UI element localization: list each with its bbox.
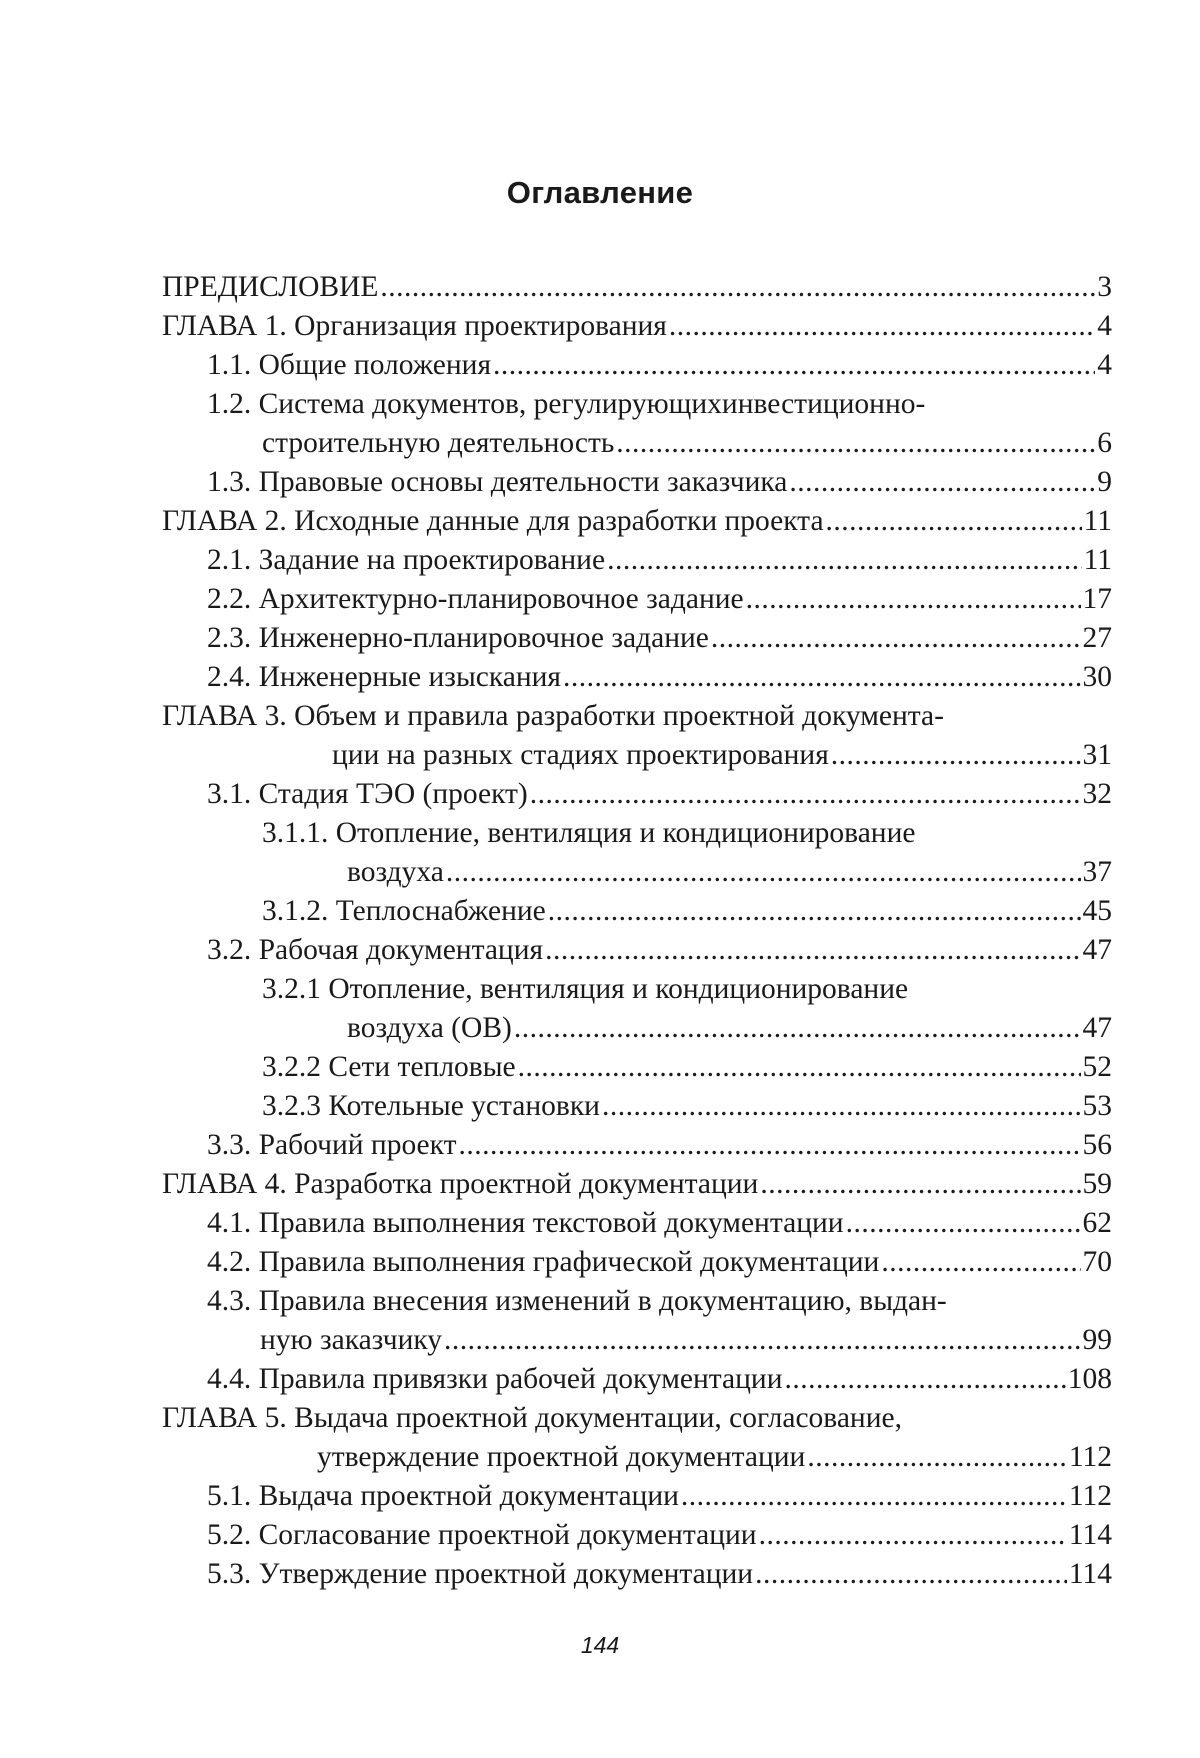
dot-leader <box>755 1555 1067 1594</box>
toc-entry-page: 30 <box>1082 661 1112 693</box>
toc-row <box>162 853 1112 892</box>
toc-row <box>162 619 1112 658</box>
toc-row <box>162 541 1112 580</box>
toc-entry-page: 47 <box>1082 1012 1112 1044</box>
toc-entry-title: ГЛАВА 5. Выдача проектной документации, согласование, <box>162 1402 902 1434</box>
toc-row <box>162 1477 1112 1516</box>
toc-entry-page: 56 <box>1082 1129 1112 1161</box>
toc-entry-title: 2.1. Задание на проектирование <box>207 544 606 576</box>
dot-leader <box>444 1321 1080 1360</box>
toc-row <box>162 814 1112 853</box>
toc-entry-title: ции на разных стадиях проектирования <box>332 739 829 771</box>
toc-entry-title: 2.3. Инженерно-планировочное задание <box>207 622 709 654</box>
toc-row <box>162 1399 1112 1438</box>
dot-leader <box>493 346 1095 385</box>
toc-row <box>162 697 1112 736</box>
toc-entry-page: 112 <box>1068 1480 1112 1512</box>
toc-entry-title: утверждение проектной документации <box>317 1441 806 1473</box>
toc-entry-title: воздуха <box>347 856 444 888</box>
toc-entry-title: 1.1. Общие положения <box>207 349 492 381</box>
dot-leader <box>518 1048 1081 1087</box>
dot-leader <box>530 775 1081 814</box>
toc-entry-title: 5.1. Выдача проектной документации <box>207 1480 679 1512</box>
toc-entry-title: 1.3. Правовые основы деятельности заказчика <box>207 466 788 498</box>
toc-entry-title: 4.2. Правила выполнения графической документации <box>207 1246 880 1278</box>
toc-row <box>162 1087 1112 1126</box>
toc-row <box>162 1360 1112 1399</box>
dot-leader <box>881 1243 1080 1282</box>
dot-leader <box>807 1438 1067 1477</box>
toc-row <box>162 1282 1112 1321</box>
dot-leader <box>514 1009 1081 1048</box>
dot-leader <box>746 580 1081 619</box>
toc-entry-title: ПРЕДИСЛОВИЕ <box>162 271 379 303</box>
toc-entry-title: 4.4. Правила привязки рабочей документации <box>207 1363 783 1395</box>
toc-entry-title: 3.1.2. Теплоснабжение <box>262 895 546 927</box>
dot-leader <box>380 268 1095 307</box>
toc-entry-page: 45 <box>1082 895 1112 927</box>
toc-entry-page: 114 <box>1068 1558 1112 1590</box>
toc-entry-page: 59 <box>1082 1168 1112 1200</box>
dot-leader <box>669 307 1095 346</box>
page-number: 144 <box>580 1632 620 1658</box>
toc-entry-title: воздуха (ОВ) <box>347 1012 512 1044</box>
toc-row <box>162 1204 1112 1243</box>
toc-row <box>162 736 1112 775</box>
dot-leader <box>548 892 1081 931</box>
toc-entry-page: 11 <box>1083 505 1112 537</box>
toc-entry-page: 37 <box>1082 856 1112 888</box>
toc-entry-title: 3.1.1. Отопление, вентиляция и кондиционирование <box>262 817 916 849</box>
dot-leader <box>711 619 1081 658</box>
toc-entry-page: 3 <box>1097 271 1112 303</box>
toc-row <box>162 1243 1112 1282</box>
toc-entry-title: ГЛАВА 4. Разработка проектной документации <box>162 1168 759 1200</box>
dot-leader <box>545 931 1080 970</box>
toc-entry-page: 32 <box>1082 778 1112 810</box>
toc-entry-page: 17 <box>1082 583 1112 615</box>
toc-entry-title: ГЛАВА 1. Организация проектирования <box>162 310 667 342</box>
dot-leader <box>563 658 1081 697</box>
toc-entry-page: 4 <box>1097 310 1112 342</box>
toc-entry-page: 53 <box>1082 1090 1112 1122</box>
dot-leader <box>826 502 1082 541</box>
dot-leader <box>458 1126 1080 1165</box>
toc-entry-title: 3.2.1 Отопление, вентиляция и кондиционирование <box>262 973 909 1005</box>
dot-leader <box>760 1165 1080 1204</box>
dot-leader <box>681 1477 1067 1516</box>
toc-entry-page: 11 <box>1083 544 1112 576</box>
toc-row <box>162 658 1112 697</box>
toc-row <box>162 463 1112 502</box>
dot-leader <box>602 1087 1081 1126</box>
toc-entry-title: строительную деятельность <box>262 427 615 459</box>
toc-entry-title: 3.2.3 Котельные установки <box>262 1090 600 1122</box>
toc-row <box>162 892 1112 931</box>
toc-row <box>162 346 1112 385</box>
toc-row <box>162 1321 1112 1360</box>
toc-row <box>162 1009 1112 1048</box>
toc-row <box>162 502 1112 541</box>
toc-entry-title: 3.2.2 Сети тепловые <box>262 1051 516 1083</box>
toc-entry-title: 3.1. Стадия ТЭО (проект) <box>207 778 528 810</box>
toc-entry-title: 3.3. Рабочий проект <box>207 1129 457 1161</box>
toc-row <box>162 424 1112 463</box>
toc-entry-title: 4.1. Правила выполнения текстовой документации <box>207 1207 844 1239</box>
dot-leader <box>446 853 1081 892</box>
toc-entry-title: 5.2. Согласование проектной документации <box>207 1519 757 1551</box>
toc-entry-page: 9 <box>1097 466 1112 498</box>
toc-entry-title: 2.4. Инженерные изыскания <box>207 661 561 693</box>
toc-row <box>162 268 1112 307</box>
dot-leader <box>789 463 1095 502</box>
toc-entry-title: ную заказчику <box>260 1324 443 1356</box>
dot-leader <box>846 1204 1081 1243</box>
toc-row <box>162 1438 1112 1477</box>
dot-leader <box>784 1360 1065 1399</box>
toc-entry-page: 114 <box>1068 1519 1112 1551</box>
toc-entry-title: ГЛАВА 2. Исходные данные для разработки проекта <box>162 505 824 537</box>
toc-row <box>162 775 1112 814</box>
toc-entry-page: 70 <box>1082 1246 1112 1278</box>
toc-entry-page: 4 <box>1097 349 1112 381</box>
toc-entry-page: 99 <box>1082 1324 1112 1356</box>
toc-row <box>162 1048 1112 1087</box>
toc-entry-page: 62 <box>1082 1207 1112 1239</box>
toc-entry-title: 5.3. Утверждение проектной документации <box>207 1558 754 1590</box>
toc-entry-page: 108 <box>1067 1363 1112 1395</box>
table-of-contents <box>162 268 1112 1594</box>
toc-entry-page: 27 <box>1082 622 1112 654</box>
toc-row <box>162 1126 1112 1165</box>
toc-row <box>162 1516 1112 1555</box>
toc-row <box>162 1555 1112 1594</box>
toc-row <box>162 931 1112 970</box>
page-title: Оглавление <box>506 175 694 210</box>
dot-leader <box>759 1516 1067 1555</box>
toc-entry-page: 112 <box>1068 1441 1112 1473</box>
toc-entry-title: 4.3. Правила внесения изменений в документацию, выдан- <box>207 1285 947 1317</box>
toc-entry-title: 2.2. Архитектурно-планировочное задание <box>207 583 744 615</box>
toc-row <box>162 970 1112 1009</box>
dot-leader <box>607 541 1082 580</box>
toc-row <box>162 580 1112 619</box>
toc-entry-title: ГЛАВА 3. Объем и правила разработки проектной документа- <box>162 700 944 732</box>
toc-entry-page: 47 <box>1082 934 1112 966</box>
toc-entry-title: 3.2. Рабочая документация <box>207 934 544 966</box>
toc-row <box>162 385 1112 424</box>
toc-entry-title: 1.2. Система документов, регулирующихинвестиционно- <box>207 388 926 420</box>
toc-row <box>162 307 1112 346</box>
toc-entry-page: 31 <box>1082 739 1112 771</box>
dot-leader <box>616 424 1095 463</box>
toc-entry-page: 52 <box>1082 1051 1112 1083</box>
toc-row <box>162 1165 1112 1204</box>
toc-entry-page: 6 <box>1097 427 1112 459</box>
dot-leader <box>831 736 1081 775</box>
